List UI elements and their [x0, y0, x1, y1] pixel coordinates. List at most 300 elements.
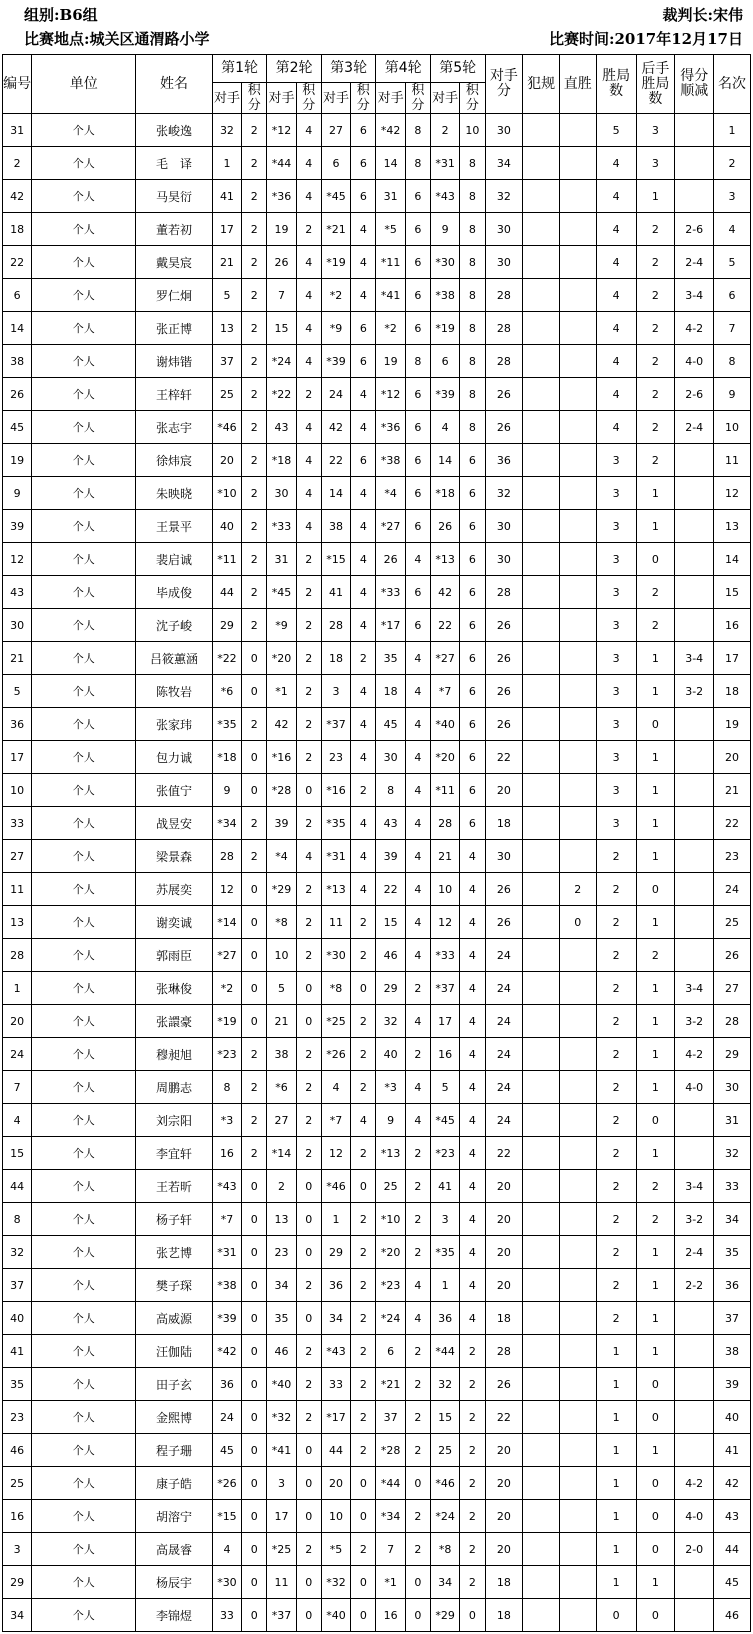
table-row — [3, 147, 751, 180]
table-body — [3, 114, 751, 1632]
col-round-4: 第4轮 — [376, 55, 431, 83]
cell-round-5-points: 4 — [460, 1170, 485, 1203]
cell-tiebreak — [675, 1368, 714, 1401]
cell-tiebreak: 4-2 — [675, 1038, 714, 1071]
cell-no: 32 — [3, 1236, 32, 1269]
cell-opponent-score: 26 — [485, 675, 523, 708]
cell-name: 金熙博 — [136, 1401, 213, 1434]
cell-no: 46 — [3, 1434, 32, 1467]
cell-round-1-opponent: 36 — [212, 1368, 241, 1401]
cell-black-wins: 1 — [636, 1071, 675, 1104]
cell-round-5-points: 2 — [460, 1335, 485, 1368]
cell-unit: 个人 — [32, 147, 136, 180]
cell-round-3-opponent: *9 — [321, 312, 350, 345]
cell-rank: 45 — [714, 1566, 751, 1599]
cell-black-wins: 0 — [636, 1467, 675, 1500]
cell-round-1-points: 2 — [242, 345, 267, 378]
cell-unit: 个人 — [32, 1434, 136, 1467]
table-row — [3, 1104, 751, 1137]
cell-round-4-points: 2 — [405, 972, 430, 1005]
results-table — [2, 54, 751, 1632]
cell-round-4-points: 0 — [405, 1599, 430, 1632]
cell-unit: 个人 — [32, 180, 136, 213]
cell-unit: 个人 — [32, 642, 136, 675]
cell-round-3-opponent: 4 — [321, 1071, 350, 1104]
cell-round-4-opponent: 7 — [376, 1533, 405, 1566]
cell-round-1-points: 0 — [242, 1236, 267, 1269]
cell-round-3-opponent: *21 — [321, 213, 350, 246]
col-name: 姓名 — [136, 55, 213, 114]
cell-rank: 31 — [714, 1104, 751, 1137]
cell-round-4-opponent: 19 — [376, 345, 405, 378]
cell-round-2-points: 2 — [296, 1368, 321, 1401]
cell-round-2-opponent: 42 — [267, 708, 296, 741]
cell-black-wins: 1 — [636, 741, 675, 774]
cell-round-1-points: 2 — [242, 708, 267, 741]
cell-name: 沈子峻 — [136, 609, 213, 642]
cell-unit: 个人 — [32, 444, 136, 477]
cell-unit: 个人 — [32, 1302, 136, 1335]
cell-opponent-score: 18 — [485, 1599, 523, 1632]
cell-no: 39 — [3, 510, 32, 543]
cell-wins: 2 — [596, 1104, 636, 1137]
cell-opponent-score: 26 — [485, 873, 523, 906]
cell-round-5-opponent: *43 — [430, 180, 459, 213]
cell-opponent-score: 20 — [485, 1434, 523, 1467]
cell-round-4-points: 2 — [405, 1533, 430, 1566]
cell-tiebreak — [675, 1566, 714, 1599]
cell-unit: 个人 — [32, 312, 136, 345]
table-row — [3, 1137, 751, 1170]
cell-round-3-points: 0 — [351, 1170, 376, 1203]
cell-no: 22 — [3, 246, 32, 279]
cell-black-wins: 2 — [636, 378, 675, 411]
cell-round-4-opponent: *33 — [376, 576, 405, 609]
cell-rank: 17 — [714, 642, 751, 675]
cell-round-3-points: 2 — [351, 1302, 376, 1335]
cell-round-2-points: 2 — [296, 1533, 321, 1566]
col-black-wins: 后手胜局数 — [636, 55, 675, 114]
cell-unit: 个人 — [32, 1203, 136, 1236]
cell-tiebreak: 2-4 — [675, 411, 714, 444]
cell-round-4-points: 2 — [405, 1500, 430, 1533]
cell-opponent-score: 18 — [485, 1302, 523, 1335]
cell-no: 24 — [3, 1038, 32, 1071]
cell-unit: 个人 — [32, 774, 136, 807]
cell-black-wins: 0 — [636, 708, 675, 741]
col-r5-points: 积分 — [460, 83, 485, 114]
cell-rank: 28 — [714, 1005, 751, 1038]
cell-round-2-opponent: *6 — [267, 1071, 296, 1104]
cell-round-5-opponent: *45 — [430, 1104, 459, 1137]
cell-name: 董若初 — [136, 213, 213, 246]
cell-name: 杨辰宇 — [136, 1566, 213, 1599]
cell-black-wins: 1 — [636, 1302, 675, 1335]
cell-opponent-score: 28 — [485, 345, 523, 378]
cell-direct — [559, 1368, 596, 1401]
cell-opponent-score: 20 — [485, 1533, 523, 1566]
cell-round-3-points: 4 — [351, 246, 376, 279]
cell-round-1-points: 2 — [242, 477, 267, 510]
cell-rank: 6 — [714, 279, 751, 312]
cell-round-1-points: 2 — [242, 411, 267, 444]
col-rank: 名次 — [714, 55, 751, 114]
cell-rank: 23 — [714, 840, 751, 873]
cell-no: 14 — [3, 312, 32, 345]
cell-no: 20 — [3, 1005, 32, 1038]
table-row — [3, 807, 751, 840]
cell-round-1-opponent: 16 — [212, 1137, 241, 1170]
cell-round-4-opponent: *10 — [376, 1203, 405, 1236]
cell-name: 张值宁 — [136, 774, 213, 807]
cell-round-1-opponent: *39 — [212, 1302, 241, 1335]
cell-round-4-opponent: 16 — [376, 1599, 405, 1632]
cell-round-3-opponent: 29 — [321, 1236, 350, 1269]
cell-no: 8 — [3, 1203, 32, 1236]
cell-round-2-points: 4 — [296, 840, 321, 873]
cell-foul — [523, 444, 560, 477]
cell-round-2-opponent: 10 — [267, 939, 296, 972]
cell-round-2-points: 2 — [296, 741, 321, 774]
cell-round-3-points: 2 — [351, 1269, 376, 1302]
cell-foul — [523, 1236, 560, 1269]
cell-round-3-points: 2 — [351, 1236, 376, 1269]
cell-tiebreak — [675, 1434, 714, 1467]
cell-name: 高晟睿 — [136, 1533, 213, 1566]
cell-unit: 个人 — [32, 378, 136, 411]
cell-round-4-points: 8 — [405, 147, 430, 180]
cell-direct — [559, 543, 596, 576]
cell-round-3-points: 2 — [351, 642, 376, 675]
cell-round-1-opponent: 5 — [212, 279, 241, 312]
cell-round-1-opponent: 9 — [212, 774, 241, 807]
table-row — [3, 972, 751, 1005]
cell-round-2-opponent: *1 — [267, 675, 296, 708]
cell-round-3-points: 4 — [351, 708, 376, 741]
cell-round-5-points: 6 — [460, 543, 485, 576]
table-row — [3, 213, 751, 246]
cell-round-1-points: 2 — [242, 1104, 267, 1137]
cell-black-wins: 2 — [636, 312, 675, 345]
cell-round-3-opponent: *39 — [321, 345, 350, 378]
cell-direct — [559, 840, 596, 873]
cell-black-wins: 2 — [636, 213, 675, 246]
cell-opponent-score: 18 — [485, 1566, 523, 1599]
cell-direct — [559, 972, 596, 1005]
cell-round-5-points: 4 — [460, 1236, 485, 1269]
cell-round-5-points: 6 — [460, 708, 485, 741]
cell-direct — [559, 180, 596, 213]
cell-rank: 18 — [714, 675, 751, 708]
cell-unit: 个人 — [32, 1137, 136, 1170]
cell-round-3-points: 2 — [351, 1533, 376, 1566]
cell-round-4-points: 4 — [405, 1104, 430, 1137]
cell-direct — [559, 1434, 596, 1467]
cell-wins: 2 — [596, 1236, 636, 1269]
cell-name: 张峻逸 — [136, 114, 213, 147]
cell-round-5-opponent: *18 — [430, 477, 459, 510]
cell-name: 包力诚 — [136, 741, 213, 774]
cell-unit: 个人 — [32, 1467, 136, 1500]
cell-round-5-opponent: 1 — [430, 1269, 459, 1302]
cell-wins: 2 — [596, 972, 636, 1005]
cell-opponent-score: 28 — [485, 279, 523, 312]
cell-round-4-points: 6 — [405, 279, 430, 312]
cell-round-4-opponent: *42 — [376, 114, 405, 147]
cell-round-2-points: 0 — [296, 1434, 321, 1467]
cell-round-5-opponent: *44 — [430, 1335, 459, 1368]
cell-foul — [523, 675, 560, 708]
cell-round-4-points: 4 — [405, 840, 430, 873]
cell-foul — [523, 213, 560, 246]
cell-black-wins: 2 — [636, 411, 675, 444]
cell-round-3-opponent: *5 — [321, 1533, 350, 1566]
cell-unit: 个人 — [32, 1236, 136, 1269]
cell-foul — [523, 1071, 560, 1104]
cell-round-4-points: 6 — [405, 444, 430, 477]
cell-direct — [559, 1005, 596, 1038]
cell-rank: 11 — [714, 444, 751, 477]
cell-unit: 个人 — [32, 1104, 136, 1137]
cell-wins: 3 — [596, 477, 636, 510]
cell-round-5-opponent: 6 — [430, 345, 459, 378]
cell-round-4-opponent: 8 — [376, 774, 405, 807]
cell-unit: 个人 — [32, 345, 136, 378]
col-r3-opponent: 对手 — [321, 83, 350, 114]
cell-opponent-score: 28 — [485, 576, 523, 609]
cell-round-3-points: 4 — [351, 510, 376, 543]
cell-black-wins: 2 — [636, 345, 675, 378]
cell-black-wins: 2 — [636, 279, 675, 312]
cell-round-5-points: 6 — [460, 642, 485, 675]
cell-round-3-opponent: 36 — [321, 1269, 350, 1302]
cell-round-1-points: 0 — [242, 873, 267, 906]
cell-wins: 2 — [596, 873, 636, 906]
cell-round-4-opponent: 15 — [376, 906, 405, 939]
cell-tiebreak — [675, 609, 714, 642]
cell-direct — [559, 477, 596, 510]
cell-tiebreak: 3-2 — [675, 1203, 714, 1236]
cell-round-3-opponent: 10 — [321, 1500, 350, 1533]
cell-tiebreak: 3-2 — [675, 1005, 714, 1038]
col-round-2: 第2轮 — [267, 55, 322, 83]
cell-wins: 3 — [596, 609, 636, 642]
cell-direct — [559, 279, 596, 312]
cell-round-1-points: 2 — [242, 1038, 267, 1071]
cell-round-4-points: 2 — [405, 1170, 430, 1203]
cell-round-5-opponent: *37 — [430, 972, 459, 1005]
cell-name: 陈牧岩 — [136, 675, 213, 708]
cell-round-2-opponent: 26 — [267, 246, 296, 279]
cell-round-5-opponent: 34 — [430, 1566, 459, 1599]
cell-direct — [559, 1071, 596, 1104]
cell-round-1-opponent: 24 — [212, 1401, 241, 1434]
cell-round-1-points: 0 — [242, 1434, 267, 1467]
cell-round-3-opponent: *13 — [321, 873, 350, 906]
cell-tiebreak — [675, 1137, 714, 1170]
cell-round-4-points: 4 — [405, 1005, 430, 1038]
cell-rank: 34 — [714, 1203, 751, 1236]
cell-black-wins: 1 — [636, 1566, 675, 1599]
table-row — [3, 1269, 751, 1302]
table-row — [3, 180, 751, 213]
cell-unit: 个人 — [32, 213, 136, 246]
cell-round-2-opponent: *18 — [267, 444, 296, 477]
cell-round-5-opponent: *24 — [430, 1500, 459, 1533]
cell-round-1-points: 0 — [242, 675, 267, 708]
cell-wins: 3 — [596, 774, 636, 807]
col-wins: 胜局数 — [596, 55, 636, 114]
cell-round-3-points: 2 — [351, 1137, 376, 1170]
cell-unit: 个人 — [32, 1170, 136, 1203]
cell-round-3-opponent: 23 — [321, 741, 350, 774]
table-row — [3, 1302, 751, 1335]
cell-black-wins: 1 — [636, 510, 675, 543]
cell-round-1-points: 2 — [242, 543, 267, 576]
cell-round-2-opponent: 43 — [267, 411, 296, 444]
cell-round-1-opponent: *46 — [212, 411, 241, 444]
cell-round-2-points: 0 — [296, 1566, 321, 1599]
cell-round-5-points: 4 — [460, 1203, 485, 1236]
cell-round-5-opponent: *35 — [430, 1236, 459, 1269]
cell-round-5-points: 2 — [460, 1500, 485, 1533]
cell-no: 13 — [3, 906, 32, 939]
cell-rank: 44 — [714, 1533, 751, 1566]
cell-round-4-points: 4 — [405, 642, 430, 675]
cell-wins: 4 — [596, 345, 636, 378]
cell-black-wins: 2 — [636, 1203, 675, 1236]
cell-round-3-points: 6 — [351, 345, 376, 378]
cell-round-2-points: 2 — [296, 873, 321, 906]
cell-rank: 19 — [714, 708, 751, 741]
col-r4-opponent: 对手 — [376, 83, 405, 114]
cell-unit: 个人 — [32, 1566, 136, 1599]
cell-wins: 3 — [596, 642, 636, 675]
cell-round-1-points: 2 — [242, 840, 267, 873]
cell-foul — [523, 147, 560, 180]
cell-round-5-opponent: *8 — [430, 1533, 459, 1566]
cell-round-2-opponent: *45 — [267, 576, 296, 609]
cell-round-1-opponent: 8 — [212, 1071, 241, 1104]
cell-direct — [559, 939, 596, 972]
cell-round-4-opponent: *2 — [376, 312, 405, 345]
cell-round-2-points: 4 — [296, 477, 321, 510]
cell-round-5-points: 8 — [460, 378, 485, 411]
cell-opponent-score: 26 — [485, 411, 523, 444]
cell-name: 李锦煜 — [136, 1599, 213, 1632]
cell-rank: 41 — [714, 1434, 751, 1467]
cell-round-5-points: 4 — [460, 972, 485, 1005]
cell-round-5-points: 8 — [460, 147, 485, 180]
cell-round-2-opponent: 21 — [267, 1005, 296, 1038]
cell-round-4-opponent: 26 — [376, 543, 405, 576]
cell-round-5-points: 6 — [460, 444, 485, 477]
cell-round-3-opponent: *15 — [321, 543, 350, 576]
cell-unit: 个人 — [32, 1038, 136, 1071]
cell-rank: 26 — [714, 939, 751, 972]
table-row — [3, 642, 751, 675]
cell-round-2-points: 2 — [296, 1071, 321, 1104]
cell-round-2-opponent: *33 — [267, 510, 296, 543]
cell-round-5-opponent: 4 — [430, 411, 459, 444]
cell-direct — [559, 1566, 596, 1599]
cell-round-1-opponent: *27 — [212, 939, 241, 972]
cell-round-3-points: 0 — [351, 1467, 376, 1500]
cell-round-2-points: 2 — [296, 1401, 321, 1434]
cell-black-wins: 2 — [636, 939, 675, 972]
cell-tiebreak: 4-2 — [675, 1467, 714, 1500]
cell-round-5-points: 4 — [460, 1104, 485, 1137]
cell-foul — [523, 543, 560, 576]
cell-tiebreak: 2-0 — [675, 1533, 714, 1566]
cell-round-3-points: 6 — [351, 444, 376, 477]
cell-round-2-points: 2 — [296, 708, 321, 741]
cell-round-2-opponent: *41 — [267, 1434, 296, 1467]
cell-black-wins: 2 — [636, 609, 675, 642]
cell-round-2-points: 2 — [296, 609, 321, 642]
cell-unit: 个人 — [32, 972, 136, 1005]
cell-foul — [523, 246, 560, 279]
cell-round-3-points: 4 — [351, 576, 376, 609]
table-row — [3, 312, 751, 345]
cell-round-5-opponent: *33 — [430, 939, 459, 972]
cell-round-1-points: 2 — [242, 246, 267, 279]
cell-round-3-opponent: *31 — [321, 840, 350, 873]
cell-name: 郭雨臣 — [136, 939, 213, 972]
cell-round-4-opponent: 29 — [376, 972, 405, 1005]
cell-round-4-points: 4 — [405, 1071, 430, 1104]
cell-round-5-points: 4 — [460, 1005, 485, 1038]
table-row — [3, 114, 751, 147]
cell-round-3-opponent: 34 — [321, 1302, 350, 1335]
cell-round-4-points: 4 — [405, 675, 430, 708]
cell-round-5-opponent: 26 — [430, 510, 459, 543]
cell-round-4-points: 0 — [405, 1566, 430, 1599]
cell-round-2-points: 2 — [296, 939, 321, 972]
group-label: 组别:B6组 — [24, 6, 98, 24]
cell-unit: 个人 — [32, 840, 136, 873]
cell-direct — [559, 1203, 596, 1236]
cell-round-3-points: 0 — [351, 1599, 376, 1632]
cell-tiebreak: 4-0 — [675, 1071, 714, 1104]
cell-wins: 2 — [596, 1005, 636, 1038]
cell-no: 2 — [3, 147, 32, 180]
cell-round-5-points: 8 — [460, 312, 485, 345]
cell-round-5-points: 6 — [460, 807, 485, 840]
cell-round-1-opponent: 41 — [212, 180, 241, 213]
cell-unit: 个人 — [32, 477, 136, 510]
cell-tiebreak — [675, 1104, 714, 1137]
cell-round-1-opponent: *6 — [212, 675, 241, 708]
cell-round-2-points: 4 — [296, 312, 321, 345]
cell-round-4-opponent: *4 — [376, 477, 405, 510]
cell-opponent-score: 34 — [485, 147, 523, 180]
cell-opponent-score: 24 — [485, 1005, 523, 1038]
table-row — [3, 576, 751, 609]
cell-round-4-points: 2 — [405, 1203, 430, 1236]
cell-round-1-opponent: *3 — [212, 1104, 241, 1137]
cell-round-5-points: 4 — [460, 1137, 485, 1170]
cell-round-3-opponent: 27 — [321, 114, 350, 147]
cell-round-1-opponent: 1 — [212, 147, 241, 180]
cell-round-4-opponent: *11 — [376, 246, 405, 279]
cell-opponent-score: 32 — [485, 477, 523, 510]
cell-tiebreak: 2-6 — [675, 213, 714, 246]
cell-rank: 40 — [714, 1401, 751, 1434]
cell-name: 王若昕 — [136, 1170, 213, 1203]
chief-referee-label: 裁判长:宋伟 — [662, 6, 743, 24]
cell-round-3-points: 6 — [351, 114, 376, 147]
